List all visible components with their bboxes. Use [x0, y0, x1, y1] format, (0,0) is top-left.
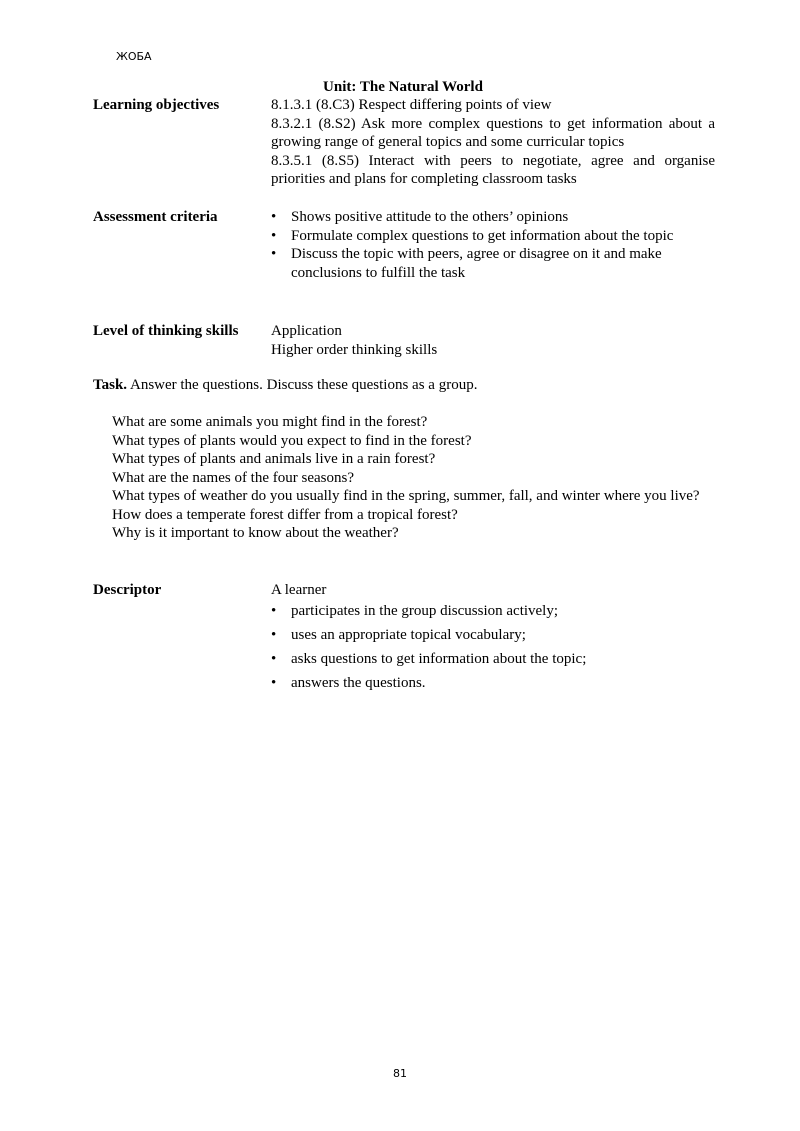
descriptor-label: Descriptor — [93, 582, 162, 598]
thinking-skill-line: Application — [271, 323, 342, 339]
thinking-skills-content — [271, 322, 715, 359]
question-line: What are the names of the four seasons? — [112, 469, 354, 486]
learning-objectives-content — [271, 96, 715, 189]
list-item: • Discuss the topic with peers, agree or disagree on it and make conclusions to fulfill the task — [243, 245, 715, 282]
assessment-criteria-content — [243, 208, 715, 282]
question-line: What are some animals you might find in the forest? — [112, 414, 428, 430]
task-text: Answer the questions. Discuss these questions as a group. — [127, 377, 478, 393]
assessment-criteria-list — [243, 208, 715, 282]
learning-objectives-label: Learning objectives — [93, 97, 220, 113]
question-line: What types of weather do you usually find in the spring, summer, fall, and winter where you live? — [112, 488, 700, 504]
question-line: How does a temperate forest differ from a tropical forest? — [112, 506, 458, 523]
question-line: What types of plants and animals live in a rain forest? — [112, 451, 436, 467]
objective-line: 8.3.2.1 (8.S2) Ask more complex questions to get information about a growing range of general topics and some curricular topics — [271, 115, 715, 150]
questions-list — [112, 413, 712, 543]
objective-line: 8.1.3.1 (8.C3) Respect differing points of view — [271, 97, 552, 113]
list-item: • participates in the group discussion actively; — [243, 602, 715, 621]
descriptor-content — [243, 602, 715, 698]
list-item: • Formulate complex questions to get information about the topic — [243, 227, 715, 246]
assessment-criteria-label: Assessment criteria — [93, 209, 218, 225]
page-number: 81 — [393, 1067, 407, 1080]
header-label: ЖОБА — [116, 50, 152, 63]
thinking-skills-label: Level of thinking skills — [93, 323, 239, 339]
list-item: • Shows positive attitude to the others’ opinions — [243, 208, 715, 227]
task-statement — [93, 376, 715, 395]
unit-title: Unit: The Natural World — [323, 79, 483, 95]
list-item: • asks questions to get information about the topic; — [243, 650, 715, 669]
thinking-skill-line: Higher order thinking skills — [271, 341, 438, 358]
list-item: • answers the questions. — [243, 674, 715, 693]
descriptor-list — [243, 602, 715, 693]
question-line: What types of plants would you expect to find in the forest? — [112, 432, 472, 449]
objective-line: 8.3.5.1 (8.S5) Interact with peers to negotiate, agree and organise priorities and plans for completing classroom tasks — [271, 152, 715, 187]
question-line: Why is it important to know about the weather? — [112, 525, 399, 541]
task-label: Task. — [93, 377, 128, 393]
descriptor-intro: A learner — [271, 582, 327, 598]
list-item: • uses an appropriate topical vocabulary; — [243, 626, 715, 645]
